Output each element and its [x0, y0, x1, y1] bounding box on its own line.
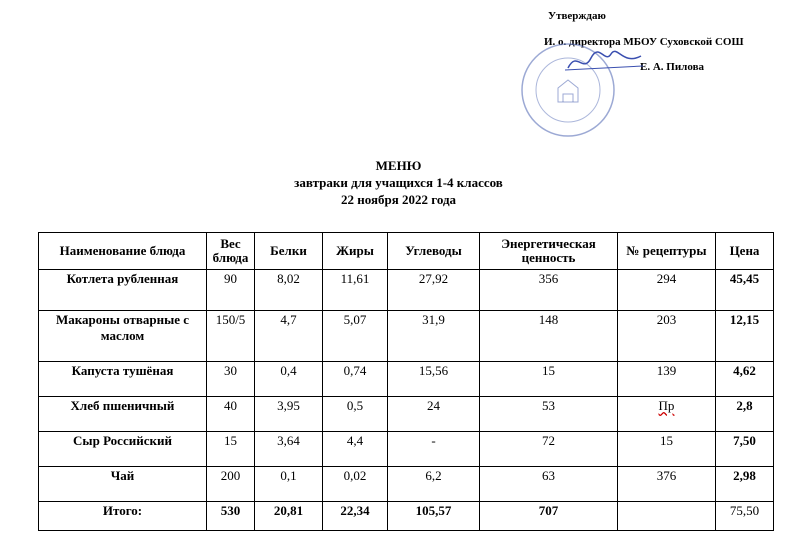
dish-name: Сыр Российский — [39, 432, 207, 467]
weight-cell: 40 — [207, 397, 255, 432]
column-header: № рецептуры — [618, 233, 716, 270]
protein-cell: 0,4 — [255, 362, 323, 397]
weight-cell: 15 — [207, 432, 255, 467]
price-cell: 12,15 — [716, 311, 774, 362]
menu-heading — [0, 157, 797, 208]
recipe-cell: 203 — [618, 311, 716, 362]
carbs-cell: 24 — [388, 397, 480, 432]
carbs-cell: 27,92 — [388, 270, 480, 311]
price-cell: 45,45 — [716, 270, 774, 311]
carbs-cell: - — [388, 432, 480, 467]
protein-cell: 8,02 — [255, 270, 323, 311]
total-recipe — [618, 502, 716, 531]
menu-subtitle: завтраки для учащихся 1-4 классов — [294, 175, 503, 190]
table-row — [39, 467, 774, 502]
column-header: Цена — [716, 233, 774, 270]
menu-table — [38, 232, 774, 531]
table-row — [39, 270, 774, 311]
approval-position: И. о. директора МБОУ Суховской СОШ — [544, 36, 744, 48]
price-cell: 2,8 — [716, 397, 774, 432]
dish-name: Котлета рубленная — [39, 270, 207, 311]
dish-name: Капуста тушёная — [39, 362, 207, 397]
price-cell: 2,98 — [716, 467, 774, 502]
menu-date: 22 ноября 2022 года — [340, 192, 457, 207]
fat-cell: 11,61 — [323, 270, 388, 311]
table-row — [39, 362, 774, 397]
weight-cell: 30 — [207, 362, 255, 397]
column-header: Жиры — [323, 233, 388, 270]
dish-name: Хлеб пшеничный — [39, 397, 207, 432]
energy-cell: 15 — [480, 362, 618, 397]
carbs-cell: 6,2 — [388, 467, 480, 502]
total-price: 75,50 — [716, 502, 774, 531]
protein-cell: 3,95 — [255, 397, 323, 432]
energy-cell: 63 — [480, 467, 618, 502]
fat-cell: 0,74 — [323, 362, 388, 397]
column-header: Углеводы — [388, 233, 480, 270]
protein-cell: 0,1 — [255, 467, 323, 502]
table-row — [39, 397, 774, 432]
weight-cell: 90 — [207, 270, 255, 311]
fat-cell: 5,07 — [323, 311, 388, 362]
energy-cell: 53 — [480, 397, 618, 432]
column-header: Белки — [255, 233, 323, 270]
recipe-cell: 294 — [618, 270, 716, 311]
recipe-cell — [618, 397, 716, 432]
recipe-cell: 139 — [618, 362, 716, 397]
carbs-cell: 15,56 — [388, 362, 480, 397]
column-header: Вес блюда — [207, 233, 255, 270]
energy-cell: 148 — [480, 311, 618, 362]
approval-name: Е. А. Пилова — [640, 61, 705, 73]
total-carbs: 105,57 — [388, 502, 480, 531]
column-header: Наименование блюда — [39, 233, 207, 270]
total-fat: 22,34 — [323, 502, 388, 531]
protein-cell: 3,64 — [255, 432, 323, 467]
approval-title: Утверждаю — [548, 10, 606, 22]
total-weight: 530 — [207, 502, 255, 531]
table-row — [39, 432, 774, 467]
protein-cell: 4,7 — [255, 311, 323, 362]
fat-cell: 0,5 — [323, 397, 388, 432]
price-cell: 7,50 — [716, 432, 774, 467]
column-header: Энергетическая ценность — [480, 233, 618, 270]
dish-name: Макароны отварные с маслом — [39, 311, 207, 362]
dish-name: Чай — [39, 467, 207, 502]
weight-cell: 200 — [207, 467, 255, 502]
total-row — [39, 502, 774, 531]
price-cell: 4,62 — [716, 362, 774, 397]
total-protein: 20,81 — [255, 502, 323, 531]
fat-cell: 0,02 — [323, 467, 388, 502]
energy-cell: 72 — [480, 432, 618, 467]
table-header-row — [39, 233, 774, 270]
recipe-cell: 376 — [618, 467, 716, 502]
weight-cell: 150/5 — [207, 311, 255, 362]
energy-cell: 356 — [480, 270, 618, 311]
fat-cell: 4,4 — [323, 432, 388, 467]
director-signature — [565, 46, 645, 76]
menu-title: МЕНЮ — [375, 158, 422, 173]
recipe-value: Пр — [658, 398, 675, 413]
total-energy: 707 — [480, 502, 618, 531]
carbs-cell: 31,9 — [388, 311, 480, 362]
total-label: Итого: — [39, 502, 207, 531]
recipe-cell: 15 — [618, 432, 716, 467]
table-row — [39, 311, 774, 362]
